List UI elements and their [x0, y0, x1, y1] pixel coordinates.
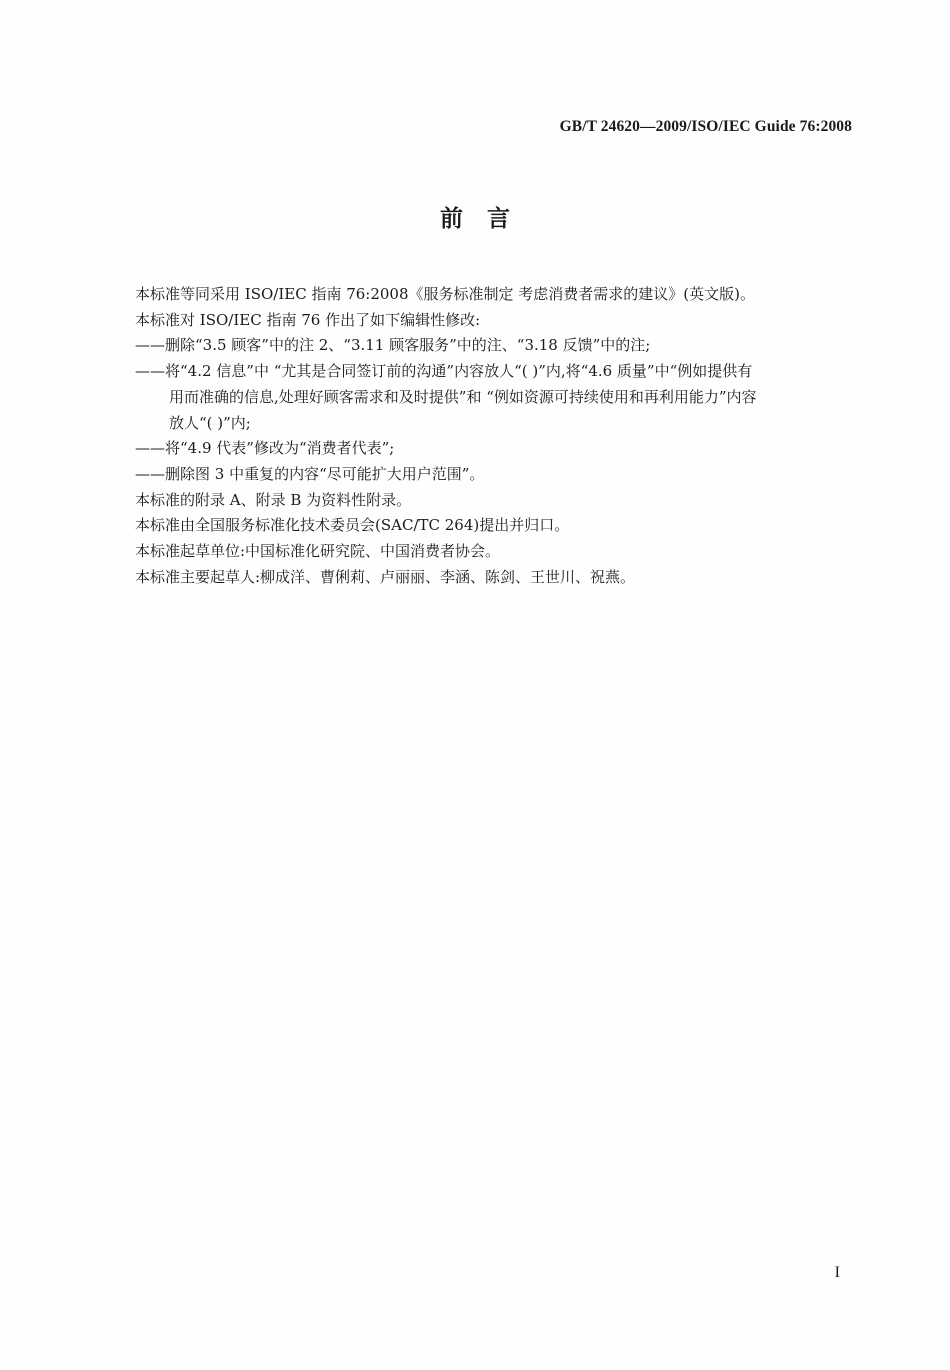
paragraph-appendix: 本标准的附录 A、附录 B 为资料性附录。 [135, 490, 412, 509]
paragraph-drafters: 本标准主要起草人:柳成洋、曹俐莉、卢丽丽、李涵、陈剑、王世川、祝燕。 [135, 567, 636, 586]
paragraph-adoption: 本标准等同采用 ISO/IEC 指南 76:2008《服务标准制定 考虑消费者需求的建议》(英文版)。 [135, 285, 755, 303]
modification-item-2-line-2: 用而准确的信息,处理好顾客需求和及时提供”和 “例如资源可持续使用和再利用能力”内容 [169, 387, 757, 406]
paragraph-drafting-units: 本标准起草单位:中国标准化研究院、中国消费者协会。 [135, 542, 501, 561]
paragraph-committee: 本标准由全国服务标准化技术委员会(SAC/TC 264)提出并归口。 [135, 516, 570, 535]
modification-item-1: ——删除“3.5 顾客”中的注 2、“3.11 顾客服务”中的注、“3.18 反馈”中的注; [135, 336, 651, 355]
standard-code-header: GB/T 24620—2009/ISO/IEC Guide 76:2008 [559, 118, 852, 135]
modification-item-2-line-1: ——将“4.2 信息”中 “尤其是合同签订前的沟通”内容放人“( )”内,将“4.6 质量”中“例如提供有 [135, 362, 753, 381]
modification-item-3: ——将“4.9 代表”修改为“消费者代表”; [135, 439, 395, 458]
foreword-body [135, 282, 855, 590]
modification-item-2-line-3: 放人“( )”内; [169, 413, 251, 432]
paragraph-modifications-intro: 本标准对 ISO/IEC 指南 76 作出了如下编辑性修改: [135, 310, 481, 329]
page-number: I [834, 1264, 840, 1281]
page-title: 前 言 [439, 206, 511, 232]
modification-item-4: ——删除图 3 中重复的内容“尽可能扩大用户范围”。 [135, 464, 485, 483]
